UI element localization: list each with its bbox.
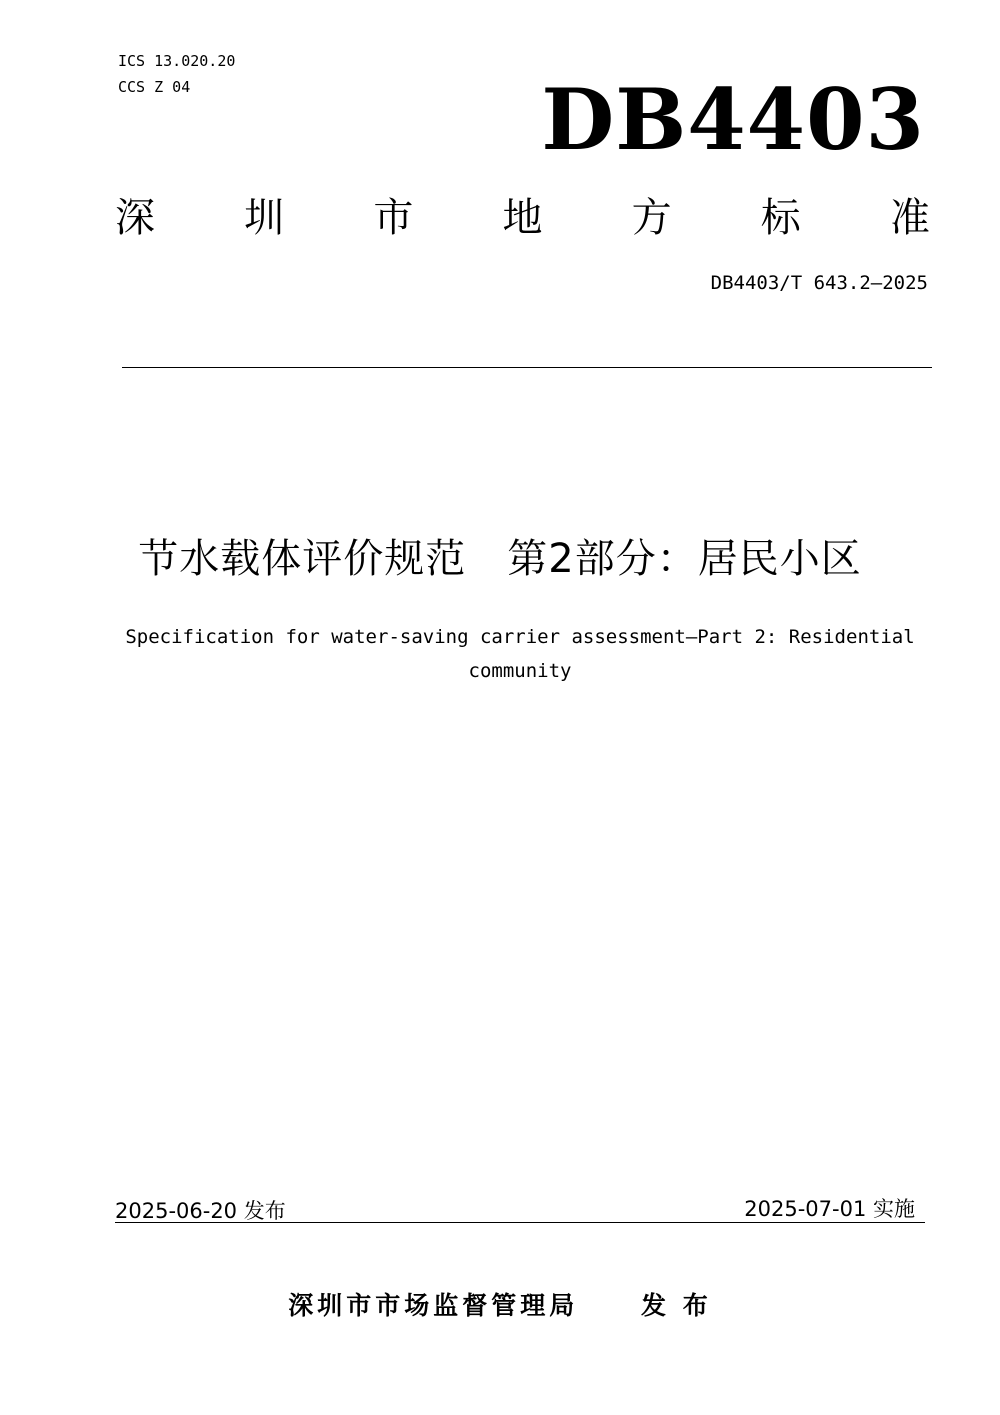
standard-type-char: 准 — [889, 195, 930, 241]
standard-type-char: 市 — [373, 195, 414, 241]
issue-date: 2025-06-20 发布 — [115, 1199, 286, 1223]
standard-code-large: DB4403 — [541, 70, 925, 169]
standard-type-char: 圳 — [244, 195, 285, 241]
standard-type-char: 地 — [502, 195, 543, 241]
implementation-date: 2025-07-01 实施 — [744, 1197, 915, 1221]
ics-code: ICS 13.020.20 — [118, 52, 236, 70]
standard-number: DB4403/T 643.2—2025 — [710, 272, 928, 294]
standard-type-char: 方 — [631, 195, 672, 241]
divider-bottom — [115, 1222, 925, 1223]
standard-type-char: 深 — [115, 195, 155, 241]
standard-type-char: 标 — [760, 195, 801, 241]
title-english: Specification for water-saving carrier assessment—Part 2: Residential community — [125, 626, 915, 682]
publisher-org: 深圳市市场监督管理局 — [288, 1291, 579, 1320]
publisher-action: 发 布 — [641, 1291, 712, 1320]
publisher-line — [0, 1286, 1000, 1322]
ccs-code: CCS Z 04 — [118, 78, 191, 96]
title-chinese: 节水载体评价规范 第2部分：居民小区 — [138, 536, 862, 582]
divider-top — [122, 367, 932, 368]
standard-type-heading — [115, 195, 930, 241]
